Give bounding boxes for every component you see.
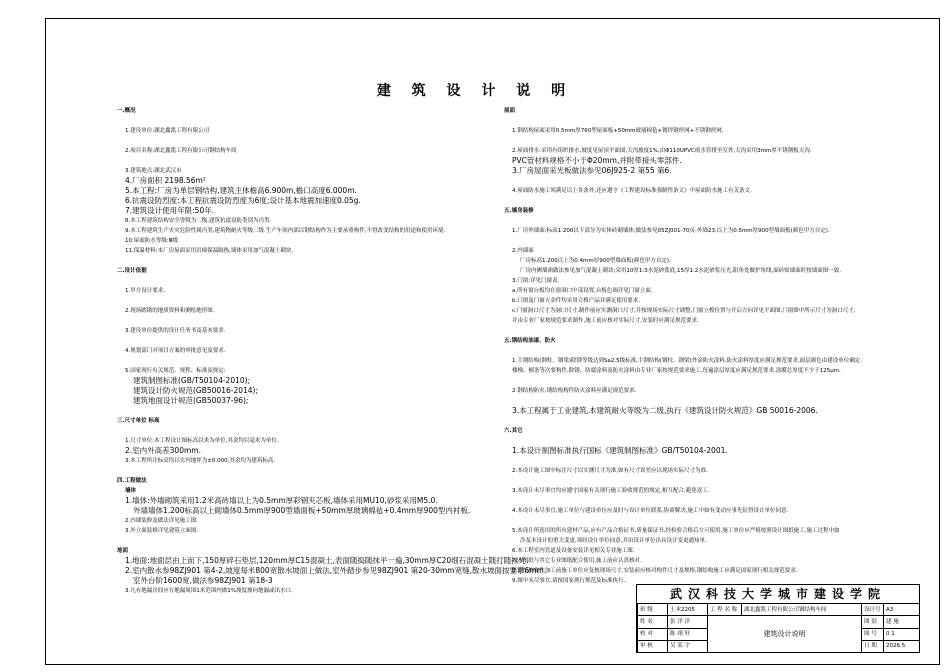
check-value: 陈 翊 轩	[668, 628, 708, 640]
note-line: 4.本设计未尽事宜,施工单位与建设单位应及时与设计单位联系,协商解决,施工中如有变动应事先征得设计单位同意.	[512, 508, 789, 514]
note-line: c.门窗洞口尺寸为洞口尺寸,制作前应实测洞口尺寸,并按现场实际尺寸调整,门窗立樘位置与开启方向详见平面图,门窗图中所示尺寸为洞口尺寸,	[512, 308, 856, 314]
note-line: 6.本工程室内管道及设备安装详见相关专业施工图.	[512, 548, 635, 554]
note-line: 6.抗震设防烈度:本工程抗震设防烈度为6度;设计基本地震加速度0.05g.	[125, 196, 361, 205]
right-notes-column	[504, 106, 894, 586]
note-line: 3.门窗:详见门窗表.	[512, 278, 560, 284]
drawing-no-label: 图 号	[862, 628, 884, 640]
note-line: 3.外立面装修详见建筑立面图.	[125, 528, 198, 534]
note-line: 楼梯、檩条等次要构件,除锈、防腐涂料及防火涂料由专业厂家按规范要求施工,每遍涂层厚度应满足规范要求,涂膜总厚度不少于125μm.	[512, 368, 841, 374]
note-line: 11.保温材料:本厂房屋面采用岩棉保温隔热,墙体采用加气混凝土砌块.	[125, 248, 294, 254]
note-line: b.门窗及门窗五金件均采用合格产品并满足使用要求.	[512, 298, 640, 304]
note-line: 1.本设计制图标准执行国标《建筑制图标准》GB/T50104-2001.	[512, 446, 728, 455]
note-line: 建筑地面设计规范(GB50037-96);	[133, 396, 249, 405]
note-line: 7.建筑设计使用年限:50年.	[125, 206, 215, 215]
note-line: 1.地面:地面层由上而下,150厚碎石垫层,120mm厚C15混凝土,表面随捣随抹平一遍,30mm厚C20细石混凝土随打随抹光.	[125, 556, 529, 565]
note-line	[117, 136, 462, 146]
section-heading: 二.设计依据	[117, 268, 147, 274]
section-heading: 屋面	[504, 108, 516, 114]
note-line: 3.本工程所注标高均以室内地坪为±0.000,其余均为建筑标高.	[125, 458, 276, 464]
section-heading: 墙体	[125, 488, 137, 494]
note-line: 3.厂房屋面采光板做法参见06J925-2 第55 第6.	[512, 166, 672, 175]
note-line: 1.厂房外墙面:标高1.200以下部分为实体砖砌墙体,做法参见05ZJ001-70页-外墙23,以上为0.5mm厚900型墙面板(颜色甲方自定).	[512, 228, 830, 234]
note-line: 1.主钢结构(钢柱、钢梁)除锈等级达到Sa2.5级标准,主钢结构(钢柱、钢梁)外涂防火涂料,防火涂料厚度应满足规范要求,面层颜色由建设单位确定.	[512, 358, 862, 364]
note-line: 1.建设单位:湖北鑫凯工程有限公司	[125, 128, 210, 134]
note-line: 5.本工程:厂房为单层钢结构,建筑主体檐高6.900m,檐口高度6.000m.	[125, 186, 357, 195]
note-line	[117, 316, 462, 326]
review-value: 吴 某 宇	[668, 640, 708, 652]
title-block-table	[637, 603, 920, 653]
note-line	[504, 456, 894, 466]
note-line: 建筑设计防火规范(GB50016-2014);	[133, 386, 258, 395]
drawing-category-label: 图 别	[862, 616, 884, 628]
note-line: 3.建设单位提供的设计任务书及基本要求.	[125, 328, 226, 334]
note-line	[504, 416, 894, 426]
note-line: 并由专业厂家按规范要求制作,施工前应核对实际尺寸,安装时应满足规范要求.	[512, 318, 699, 324]
note-line: 室外台阶1600宽,做法参98ZJ901 第18-3	[133, 576, 273, 585]
note-line: 4.厂房面积 2198.56m²	[125, 176, 206, 185]
note-line: 1.甲方设计要求.	[125, 288, 165, 294]
note-line: 涉及本设计的重大变更,须经设计单位同意,并由设计单位出具设计变更通知单.	[520, 538, 707, 544]
note-line	[504, 496, 894, 506]
note-line	[117, 406, 462, 416]
review-label: 审 核	[638, 640, 668, 652]
note-line	[504, 216, 894, 226]
note-line: 1.钢结构屋面采用0.5mm厚760型屋面板+50mm玻璃棉毡+镀锌钢丝网+不锈钢丝网.	[512, 128, 724, 134]
section-heading: 地面	[117, 548, 129, 554]
note-line	[117, 276, 462, 286]
note-line	[117, 116, 462, 126]
note-line	[504, 516, 894, 526]
name-value: 张 洋 洋	[668, 616, 708, 628]
note-line: 2.屋面排水:采用有组织排水,坡度见屋顶平面图,天沟坡度1%,由Φ110UPVC雨水管排至室外,天沟采用3mm厚不锈钢板天沟.	[512, 148, 812, 154]
note-line: 4.规划部门对项目方案的审批意见及要求.	[125, 348, 226, 354]
note-line	[117, 466, 462, 476]
page-title: 建 筑 设 计 说 明	[376, 83, 574, 99]
note-line: 3.本工程属于工业建筑,本建筑耐火等级为二级,执行《建筑设计防火规范》GB 50016-2006.	[512, 406, 818, 415]
note-line: 2.现场踏勘的地质资料和测绘地形图.	[125, 308, 215, 314]
date-value: 2026.5	[884, 640, 920, 652]
note-line: 2.钢结构防火:钢结构构件防火涂料应满足规范要求.	[512, 388, 637, 394]
note-line: 9.图中未尽事宜,请按国家现行规范及标准执行.	[512, 578, 626, 584]
note-line	[504, 376, 894, 386]
note-line: 2.内墙面	[512, 248, 534, 254]
check-label: 校 对	[638, 628, 668, 640]
note-line: 厂房内侧墙裙做法参见加气混凝土砌块;采用10厚1:3水泥砂浆底,15厚1:2水泥砂浆压光,阳角处做护角线,面砖贴墙面时按墙面图一致.	[520, 268, 842, 274]
note-line	[504, 396, 894, 406]
note-line: 5.本设计所选用的所有建材产品,应有产品合格证书,质量保证书,经检验合格后方可使用,施工单位应严格按照设计图纸施工,施工过程中如	[512, 528, 840, 534]
date-label: 日 期	[862, 640, 884, 652]
note-line: 9.本工程建筑生产火灾危险性属丙类,建筑物耐火等级二级.生产车间内部以钢结构作为主要承重构件,不得改变结构的用途和使用环境.	[125, 228, 446, 234]
section-heading: 三.尺寸单位 标高	[117, 418, 160, 424]
note-line	[117, 256, 462, 266]
note-line: a.所有窗台板均在窗洞口中部设置,台板色调详见门窗立面.	[512, 288, 653, 294]
note-line	[504, 196, 894, 206]
class-value: 土木2205	[668, 604, 708, 616]
note-line: 2.室内外高差300mm.	[125, 446, 201, 455]
note-line: PVC管材料规格不小于Φ20mm,并附带接头零部件.	[512, 156, 682, 165]
section-heading: 四.工程做法	[117, 478, 147, 484]
note-line: 3.建筑地点:湖北武汉市	[125, 168, 182, 174]
note-line	[117, 156, 462, 166]
project-name-label: 工 程 名 称	[708, 604, 742, 616]
note-line	[504, 436, 894, 446]
note-line: 厂房标高1.200以上为0.4mm厚900型墙面板(颜色甲方自定).	[520, 258, 671, 264]
title-block	[636, 584, 920, 653]
note-line	[504, 176, 894, 186]
note-line	[504, 326, 894, 336]
project-name-value: 湖北鑫凯工程有限公司钢结构车间	[742, 604, 862, 616]
note-line: 4.屋面防水施工须满足以上各条外,还应遵守《工程建设标准强制性条文》中屋面防水施工有关条文.	[512, 188, 752, 194]
note-line: 2.本设计施工图中标注尺寸以实测尺寸为准,如有尺寸误差应以现场实际尺寸为准.	[512, 468, 708, 474]
section-heading: 一.概况	[117, 108, 136, 114]
note-line: 1.墙体:外墙砌筑采用1.2米高砖墙以上为0.5mm厚彩钢夹芯板,墙体采用MU10,砂浆采用M5.0.	[125, 496, 438, 505]
note-line	[504, 476, 894, 486]
note-line: 10.屋面防水等级:Ⅲ级	[125, 238, 178, 244]
note-line	[504, 116, 894, 126]
school-name: 武汉科技大学城市建设学院	[637, 585, 919, 604]
note-line	[117, 356, 462, 366]
design-no-label: 设计号	[862, 604, 884, 616]
section-heading: 五.墙身装修	[504, 208, 534, 214]
note-line: 7.本图纸与其它专业图纸配合使用,施工前应认真核对.	[512, 558, 642, 564]
drawing-no-value: 0 1	[884, 628, 920, 640]
note-line: 3.本设计未尽事宜均应遵守国家有关现行施工验收规范的规定,相互配合,避免返工.	[512, 488, 710, 494]
note-line	[117, 536, 462, 546]
note-line	[504, 236, 894, 246]
note-line: 5.国家现行有关规范、规程、标准及规定:	[125, 368, 226, 374]
note-line: 建筑制图标准(GB/T50104-2010);	[133, 376, 251, 385]
note-line: 8.本工程建筑结构安全等级为二级,建筑抗震设防类别为丙类.	[125, 218, 272, 224]
drawing-category-value: 建 施	[884, 616, 920, 628]
design-no-value: A3	[884, 604, 920, 616]
note-line: 2.室内散水参98ZJ901 第4-2,坡度每米800宽散水坡面上做法,室外踏步参见98ZJ901 第20-30mm宽缝,散水坡面按要求6mm.	[125, 566, 547, 575]
note-line: 3.凡有地漏房间应在地漏周围1米范围内做1%坡度坡向地漏或出水口.	[125, 588, 293, 594]
note-line: 1.尺寸单位:本工程设计图标高以米为单位,其余均以毫米为单位.	[125, 438, 279, 444]
name-label: 姓 名	[638, 616, 668, 628]
class-label: 班 级	[638, 604, 668, 616]
section-heading: 六.其它	[504, 428, 523, 434]
note-line	[117, 336, 462, 346]
note-line	[117, 426, 462, 436]
note-line	[504, 136, 894, 146]
note-line	[504, 346, 894, 356]
note-line: 8.钢结构构件加工前施工单位应复核现场尺寸,安装前应核对构件尺寸及规格,钢结构施工应满足国家现行相关规范要求.	[512, 568, 798, 574]
note-line	[117, 296, 462, 306]
section-heading: 五.钢结构油漆、防火	[504, 338, 556, 344]
note-line: 2.内墙装修及做法详见施工图.	[125, 518, 198, 524]
note-line: 2.项目名称:湖北鑫凯工程有限公司钢结构车间	[125, 148, 237, 154]
drawing-name: 建筑设计说明	[708, 616, 862, 653]
note-line: 外墙墙体1.200标高以上砌墙体0.5mm厚900型墙面板+50mm厚玻璃棉毡+0.4mm厚900型内衬板.	[133, 506, 471, 515]
